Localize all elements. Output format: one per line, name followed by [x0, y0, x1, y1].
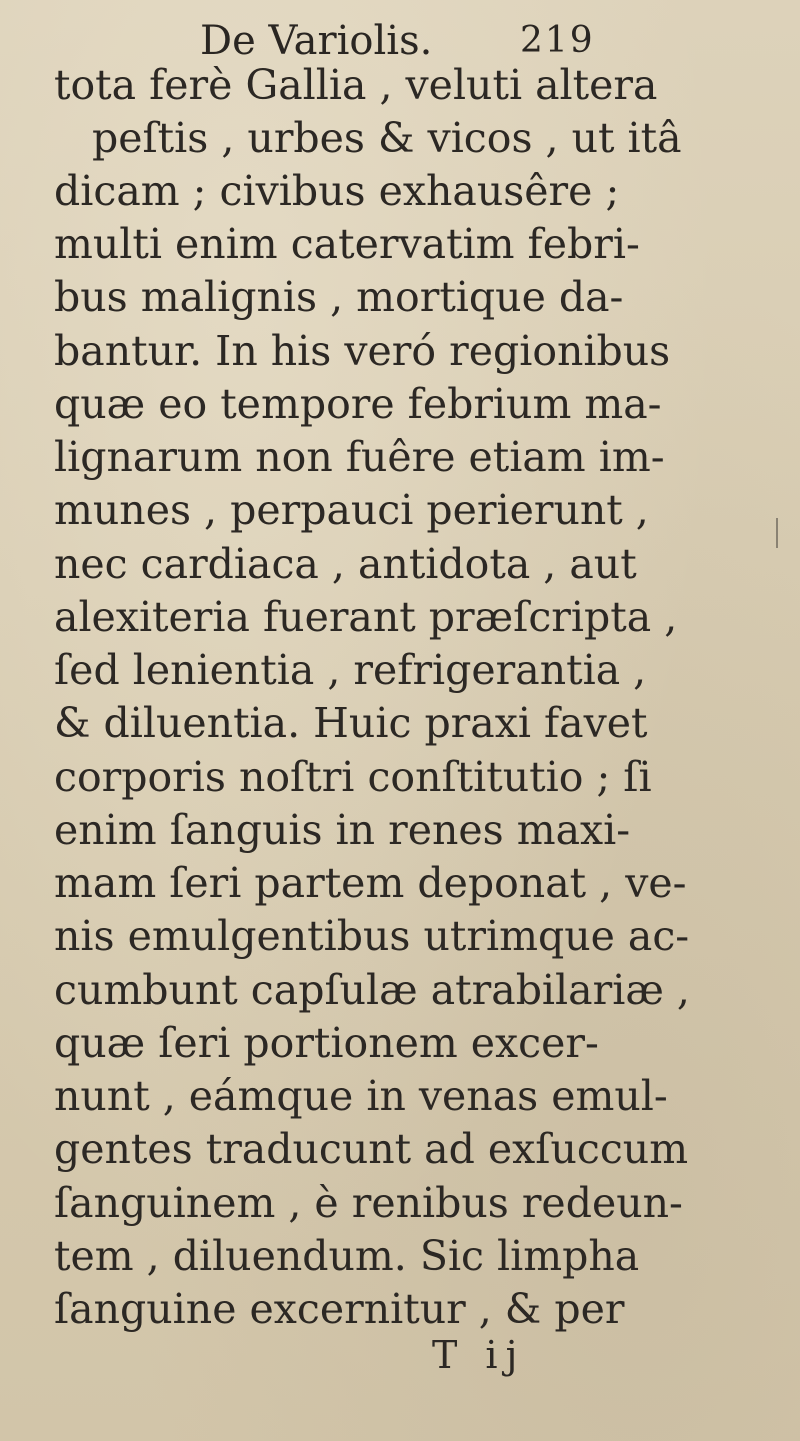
text-line: multi enim catervatim febri-: [54, 220, 640, 268]
text-line: cumbunt capſulæ atrabilariæ ,: [54, 966, 690, 1014]
text-line: ſed lenientia , refrigerantia ,: [54, 646, 647, 694]
text-line: alexiteria fuerant præſcripta ,: [54, 593, 678, 641]
text-line: dicam ; civibus exhausêre ;: [54, 167, 620, 215]
text-line: tem , diluendum. Sic limpha: [54, 1232, 640, 1280]
page-header: [0, 8, 800, 66]
text-line: tota ferè Gallia , veluti altera: [54, 61, 658, 109]
text-line: bus malignis , mortique da-: [54, 273, 624, 321]
text-line: gentes traducunt ad exſuccum: [54, 1125, 689, 1173]
margin-mark: [776, 518, 778, 548]
text-line: bantur. In his veró regionibus: [54, 327, 671, 375]
text-line: nec cardiaca , antidota , aut: [54, 540, 637, 588]
page-number: 219: [520, 20, 595, 61]
signature-mark: T ij: [432, 1333, 526, 1377]
text-line: ſanguine excernitur , & per: [54, 1285, 625, 1333]
text-line: nis emulgentibus utrimque ac-: [54, 912, 690, 960]
running-title: De Variolis.: [200, 18, 433, 64]
text-line: ſanguinem , è renibus redeun-: [54, 1179, 683, 1227]
text-line: & diluentia. Huic praxi favet: [54, 699, 648, 747]
text-line: munes , perpauci perierunt ,: [54, 486, 649, 534]
text-line: mam ſeri partem deponat , ve-: [54, 859, 687, 907]
text-line: corporis noſtri conſtitutio ; ſi: [54, 753, 652, 801]
text-line: quæ ſeri portionem excer-: [54, 1019, 599, 1067]
text-line: quæ eo tempore febrium ma-: [54, 380, 662, 428]
text-line: lignarum non fuêre etiam im-: [54, 433, 665, 481]
text-line: nunt , eámque in venas emul-: [54, 1072, 668, 1120]
text-line: peſtis , urbes & vicos , ut itâ: [92, 114, 682, 162]
text-line: enim ſanguis in renes maxi-: [54, 806, 631, 854]
